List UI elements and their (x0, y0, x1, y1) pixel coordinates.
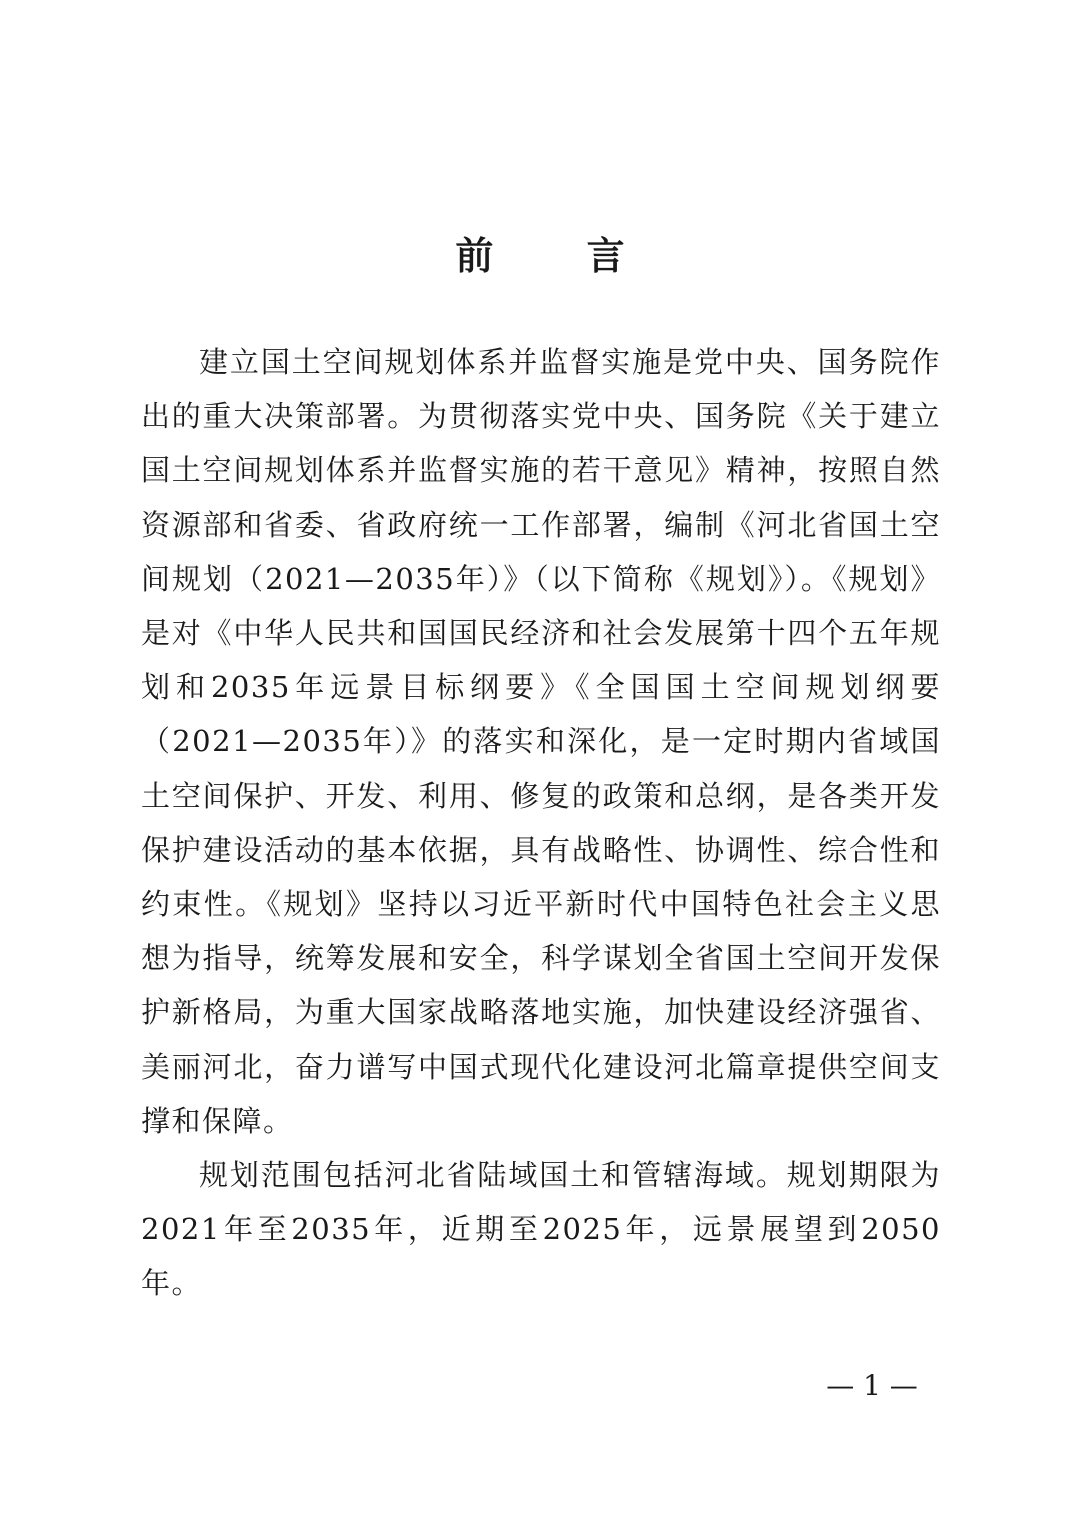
paragraph-preface-intro: 建立国土空间规划体系并监督实施是党中央、国务院作出的重大决策部署。为贯彻落实党中央、国务院《关于建立国土空间规划体系并监督实施的若干意见》精神，按照自然资源部和省委、省政府统一工作部署，编制《河北省国土空间规划（2021—2035年）》（以下简称《规划》）。《规划》是对《中华人民共和国国民经济和社会发展第十四个五年规划和2035年远景目标纲要》《全国国土空间规划纲要（2021—2035年）》的落实和深化，是一定时期内省域国土空间保护、开发、利用、修复的政策和总纲，是各类开发保护建设活动的基本依据，具有战略性、协调性、综合性和约束性。《规划》坚持以习近平新时代中国特色社会主义思想为指导，统筹发展和安全，科学谋划全省国土空间开发保护新格局，为重大国家战略落地实施，加快建设经济强省、美丽河北，奋力谱写中国式现代化建设河北篇章提供空间支撑和保障。 (141, 345, 941, 1138)
page-number: — 1 — (826, 1369, 918, 1402)
document-body (141, 335, 941, 1311)
page-title: 前 言 (455, 233, 665, 278)
paragraph-scope-period: 规划范围包括河北省陆域国土和管辖海域。规划期限为2021年至2035年，近期至2025年，远景展望到2050年。 (141, 1158, 941, 1301)
